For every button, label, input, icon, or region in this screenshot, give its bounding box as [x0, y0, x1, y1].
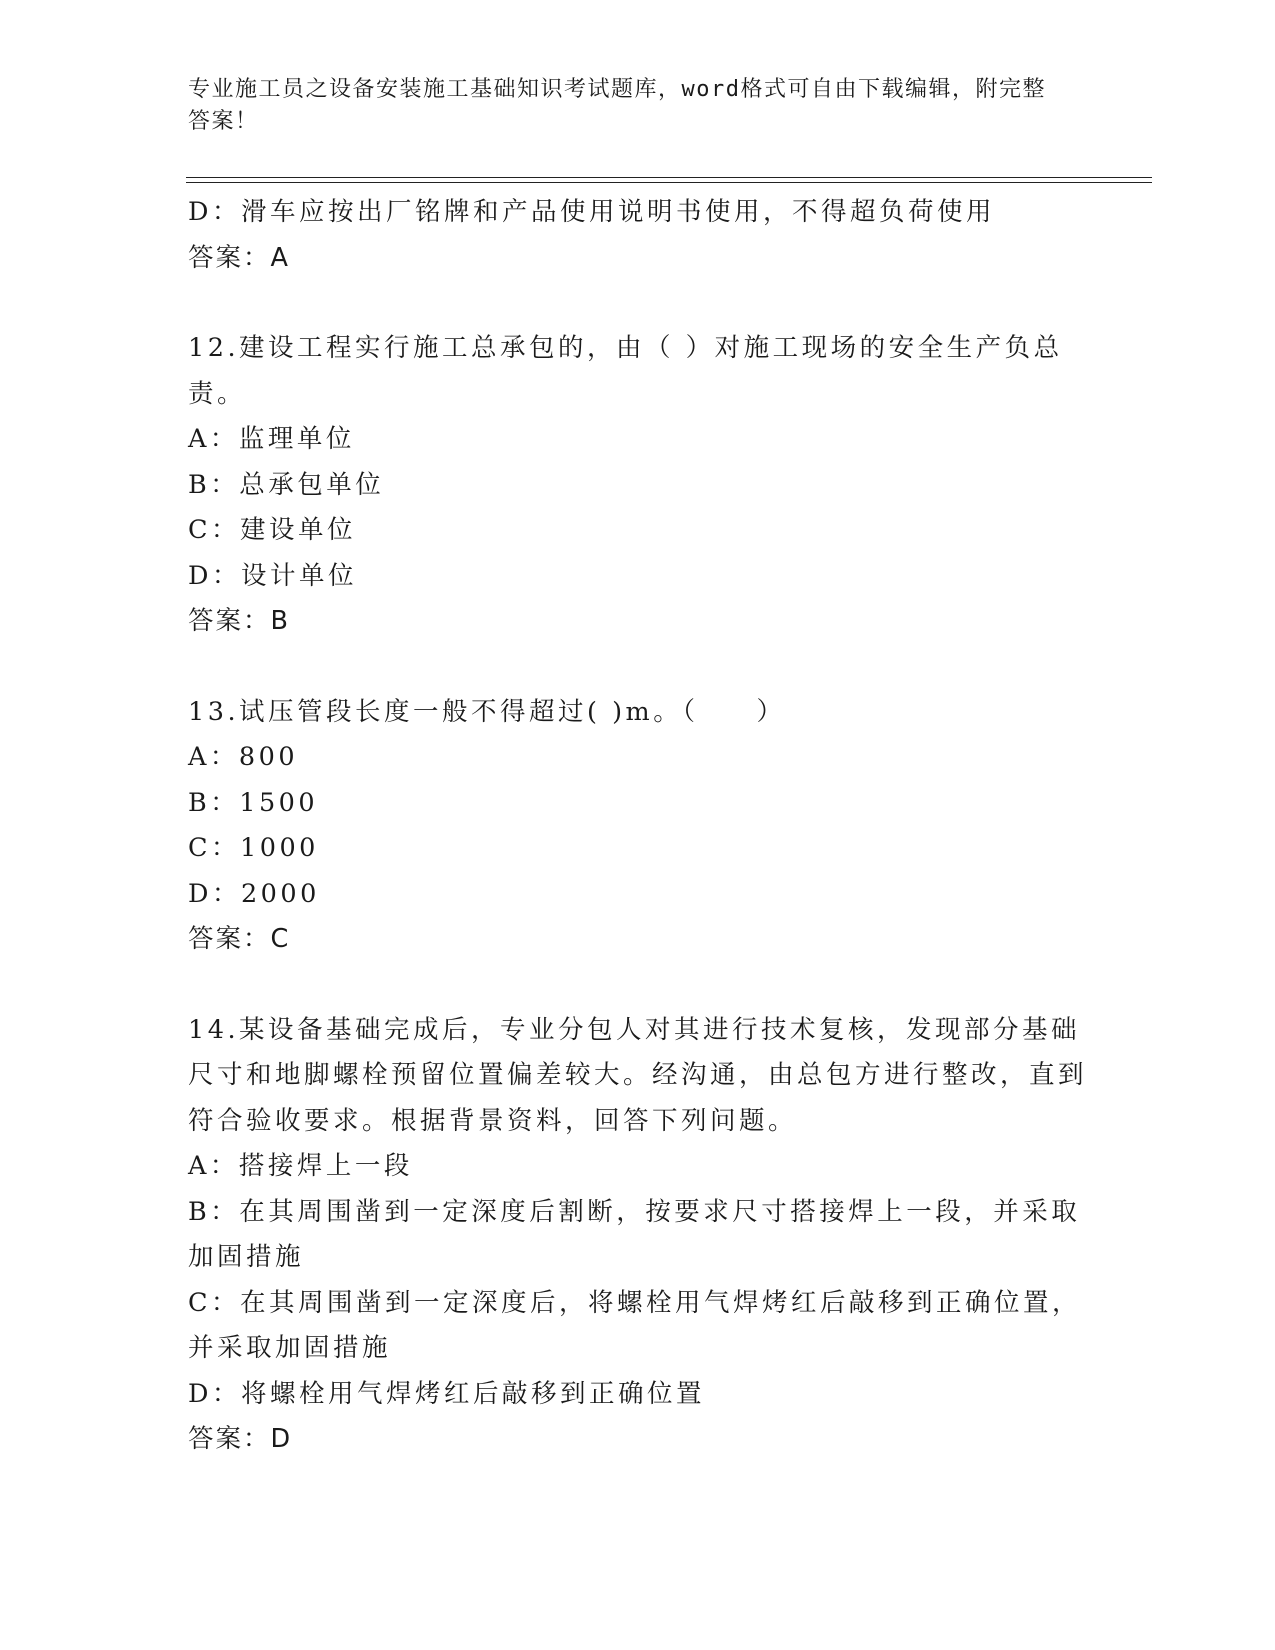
spacer — [188, 281, 1088, 326]
option-a: A：搭接焊上一段 — [188, 1151, 413, 1181]
option-b: B：1500 — [188, 787, 319, 818]
prev-answer: 答案：A — [188, 242, 290, 273]
header-divider-top — [186, 177, 1152, 178]
question-stem: 13.试压管段长度一般不得超过( )m。（ ） — [188, 696, 786, 727]
answer: 答案：D — [188, 1424, 293, 1454]
question-13 — [188, 690, 1088, 963]
header-divider-bottom — [186, 182, 1152, 183]
document-header: 专业施工员之设备安装施工基础知识考试题库，word格式可自由下载编辑，附完整答案！ — [188, 77, 1046, 134]
spacer — [188, 645, 1088, 690]
option-d: D：设计单位 — [188, 560, 357, 591]
question-14 — [188, 1008, 1088, 1463]
question-stem: 12.建设工程实行施工总承包的，由（ ）对施工现场的安全生产负总责。 — [188, 333, 1063, 409]
prev-option-d: D：滑车应按出厂铭牌和产品使用说明书使用，不得超负荷使用 — [188, 197, 995, 227]
option-a: A：800 — [188, 742, 299, 772]
option-c: C：1000 — [188, 833, 319, 863]
question-list — [188, 190, 1088, 1463]
option-a: A：监理单位 — [188, 424, 355, 454]
option-c: C：在其周围凿到一定深度后，将螺栓用气焊烤红后敲移到正确位置，并采取加固措施 — [188, 1287, 1082, 1363]
option-b: B：总承包单位 — [188, 469, 385, 500]
option-c: C：建设单位 — [188, 515, 357, 545]
option-d: D：将螺栓用气焊烤红后敲移到正确位置 — [188, 1378, 705, 1409]
spacer — [188, 963, 1088, 1008]
option-b: B：在其周围凿到一定深度后割断，按要求尺寸搭接焊上一段，并采取加固措施 — [188, 1196, 1081, 1272]
answer: 答案：B — [188, 606, 290, 636]
option-d: D：2000 — [188, 878, 320, 909]
question-12 — [188, 326, 1088, 645]
answer: 答案：C — [188, 924, 291, 954]
question-stem: 14.某设备基础完成后，专业分包人对其进行技术复核，发现部分基础尺寸和地脚螺栓预留位置偏差较大。经沟通，由总包方进行整改，直到符合验收要求。根据背景资料，回答下列问题。 — [188, 1014, 1088, 1136]
